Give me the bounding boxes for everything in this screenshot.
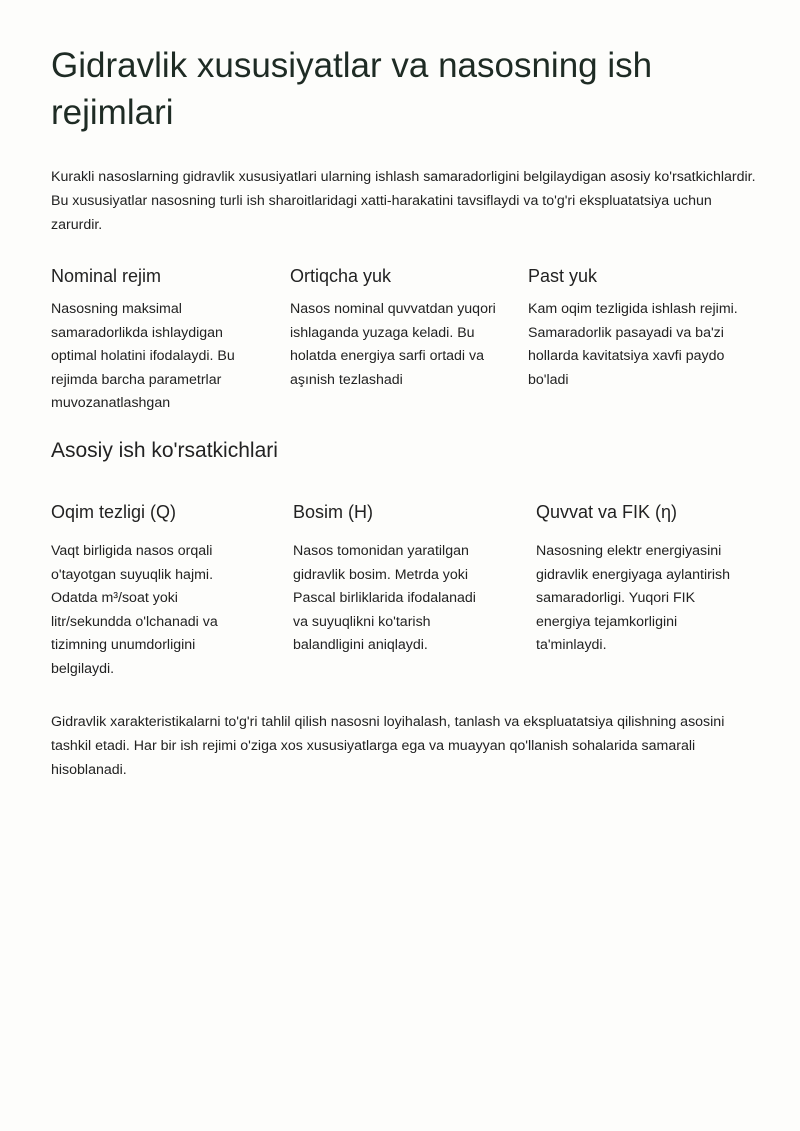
mode-low-load bbox=[528, 264, 753, 392]
indicator-heading: Bosim (H) bbox=[293, 502, 373, 522]
indicator-flow-rate bbox=[51, 500, 251, 681]
indicator-pressure bbox=[293, 500, 493, 658]
intro-paragraph: Kurakli nasoslarning gidravlik xususiyatlari ularning ishlash samaradorligini belgilaydigan asosiy ko'rsatkichlardir. Bu xususiyatlar nasosning turli ish sharoitlaridagi xatti-harakatini tavsiflaydi va to'g'ri ekspluatatsiya uchun zarurdir. bbox=[51, 169, 756, 233]
section-heading: Asosiy ish ko'rsatkichlari bbox=[51, 439, 278, 462]
page-title: Gidravlik xususiyatlar va nasosning ish rejimlari bbox=[51, 46, 653, 132]
mode-heading: Past yuk bbox=[528, 266, 598, 286]
mode-description: Nasosning maksimal samaradorlikda ishlaydigan optimal holatini ifodalaydi. Bu rejimda barcha parametrlar muvozanatlashgan bbox=[51, 301, 235, 411]
mode-description: Nasos nominal quvvatdan yuqori ishlaganda yuzaga keladi. Bu holatda energiya sarfi ortadi va aşınish tezlashadi bbox=[290, 301, 496, 388]
conclusion-paragraph: Gidravlik xarakteristikalarni to'g'ri tahlil qilish nasosni loyihalash, tanlash va ekspluatatsiya qilishning asosini tashkil etadi. Har bir ish rejimi o'ziga xos xususiyatlarga ega va muayyan qo'llanish sohalarida samarali hisoblanadi. bbox=[51, 714, 725, 778]
mode-description: Kam oqim tezligida ishlash rejimi. Samaradorlik pasayadi va ba'zi hollarda kavitatsiya xavfi paydo bo'ladi bbox=[528, 301, 738, 388]
indicator-description: Vaqt birligida nasos orqali o'tayotgan suyuqlik hajmi. Odatda m³/soat yoki litr/sekundda o'lchanadi va tizimning unumdorligini belgilaydi. bbox=[51, 543, 218, 677]
mode-nominal bbox=[51, 264, 256, 416]
mode-heading: Ortiqcha yuk bbox=[290, 266, 392, 286]
indicator-heading: Quvvat va FIK (η) bbox=[536, 502, 678, 522]
indicator-description: Nasosning elektr energiyasini gidravlik energiyaga aylantirish samaradorligi. Yuqori FIK energiya tejamkorligini ta'minlaydi. bbox=[536, 543, 730, 653]
indicator-power-efficiency bbox=[536, 500, 751, 658]
indicator-heading: Oqim tezligi (Q) bbox=[51, 502, 177, 522]
mode-heading: Nominal rejim bbox=[51, 266, 162, 286]
mode-overload bbox=[290, 264, 510, 392]
indicator-description: Nasos tomonidan yaratilgan gidravlik bosim. Metrda yoki Pascal birliklarida ifodalanadi va suyuqlikni ko'tarish balandligini aniqlaydi. bbox=[293, 543, 476, 653]
